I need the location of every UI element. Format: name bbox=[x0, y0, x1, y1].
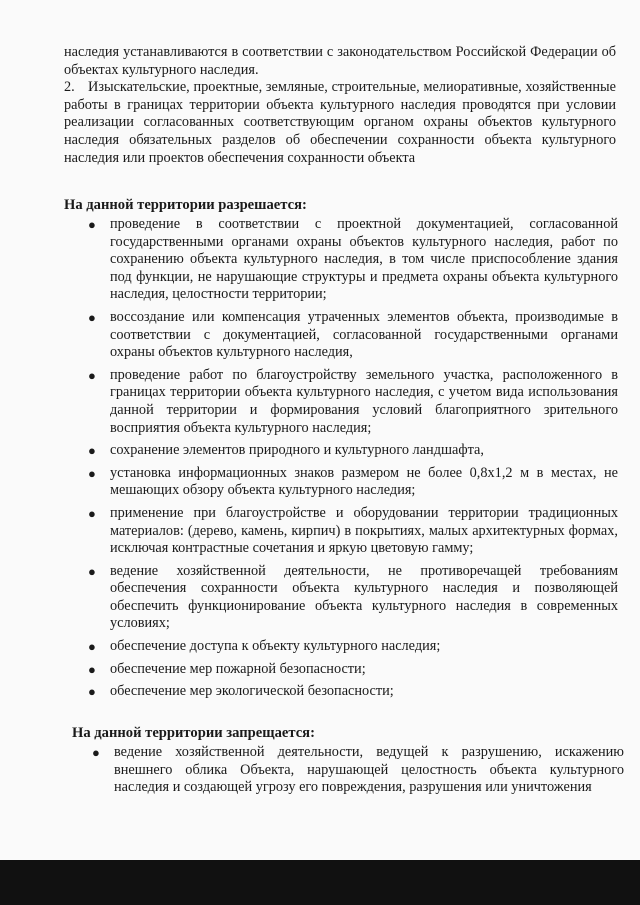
allowed-list-item bbox=[82, 638, 618, 656]
allowed-list-item-text: проведение работ по благоустройству земельного участка, расположенного в границах территории объекта культурного наследия, с учетом вида использования данной территории и формирования условий благоприятного зрительного восприятия объекта культурного наследия; bbox=[110, 366, 618, 436]
bullet-icon: ● bbox=[88, 367, 96, 383]
allowed-list-item bbox=[82, 505, 618, 558]
allowed-heading: На данной территории разрешается: bbox=[64, 197, 307, 213]
allowed-list-item-text: воссоздание или компенсация утраченных элементов объекта, производимые в соответствии с документацией, согласованной государственными органами охраны объектов культурного наследия, bbox=[110, 308, 618, 361]
bullet-icon: ● bbox=[92, 745, 100, 760]
allowed-list bbox=[82, 216, 618, 706]
scan-dark-border bbox=[0, 860, 640, 905]
allowed-list-item bbox=[82, 309, 618, 362]
bullet-icon: ● bbox=[88, 217, 96, 232]
allowed-list-item bbox=[82, 683, 618, 701]
allowed-list-item-text: обеспечение мер экологической безопасности; bbox=[110, 683, 394, 700]
intro-paragraph-2 bbox=[64, 79, 616, 167]
bullet-icon: ● bbox=[88, 661, 96, 677]
bullet-icon: ● bbox=[88, 505, 96, 521]
bullet-icon: ● bbox=[88, 563, 96, 579]
allowed-list-item bbox=[82, 442, 618, 460]
allowed-list-item-text: применение при благоустройстве и оборудовании территории традиционных материалов: (дерево, камень, кирпич) в покрытиях, малых архитектурных формах, исключая контрастные сочетания и яркую цветовую гамму; bbox=[110, 504, 618, 557]
bullet-icon: ● bbox=[88, 443, 96, 459]
allowed-list-item-text: установка информационных знаков размером не более 0,8х1,2 м в местах, не мешающих обзору объекта культурного наследия; bbox=[110, 464, 618, 499]
bullet-icon: ● bbox=[88, 465, 96, 481]
allowed-list-item bbox=[82, 465, 618, 500]
prohibited-list-item-text: ведение хозяйственной деятельности, ведущей к разрушению, искажению внешнего облика Объекта, нарушающей целостность объекта культурного наследия и создающей угрозу его повреждения, разрушения или уничтожения bbox=[114, 744, 624, 796]
intro-paragraph-1: наследия устанавливаются в соответствии с законодательством Российской Федерации об объектах культурного наследия. bbox=[64, 44, 616, 78]
allowed-list-item-text: обеспечение мер пожарной безопасности; bbox=[110, 660, 366, 677]
bullet-icon: ● bbox=[88, 684, 96, 700]
prohibited-list bbox=[86, 744, 624, 802]
allowed-list-item-text: ведение хозяйственной деятельности, не противоречащей требованиям обеспечения сохранности объекта культурного наследия и позволяющей обеспечить функционирование объекта культурного наследия в современных условиях; bbox=[110, 562, 618, 632]
allowed-list-item bbox=[82, 563, 618, 633]
allowed-list-item bbox=[82, 367, 618, 437]
prohibited-list-item bbox=[86, 744, 624, 797]
intro-block bbox=[64, 44, 616, 167]
allowed-list-item bbox=[82, 216, 618, 304]
prohibited-heading: На данной территории запрещается: bbox=[72, 725, 315, 741]
allowed-list-item-text: сохранение элементов природного и культурного ландшафта, bbox=[110, 442, 484, 459]
item-number: 2. bbox=[64, 79, 75, 96]
bullet-icon: ● bbox=[88, 639, 96, 655]
allowed-list-item bbox=[82, 661, 618, 679]
allowed-list-item-text: проведение в соответствии с проектной документацией, согласованной государственными органами охраны объектов культурного наследия, работ по сохранению объекта культурного наследия, в том числе приспособление здания под функции, не нарушающие структуры и предмета охраны объекта культурного наследия, целостности территории; bbox=[110, 216, 618, 303]
item-text: Изыскательские, проектные, земляные, строительные, мелиоративные, хозяйственные работы в границах территории объекта культурного наследия проводятся при условии реализации согласованных соответствующим органом охраны объектов культурного наследия обязательных разделов об обеспечении сохранности объекта культурного наследия или проектов обеспечения сохранности объекта bbox=[64, 79, 616, 166]
bullet-icon: ● bbox=[88, 309, 96, 325]
allowed-list-item-text: обеспечение доступа к объекту культурного наследия; bbox=[110, 638, 441, 655]
